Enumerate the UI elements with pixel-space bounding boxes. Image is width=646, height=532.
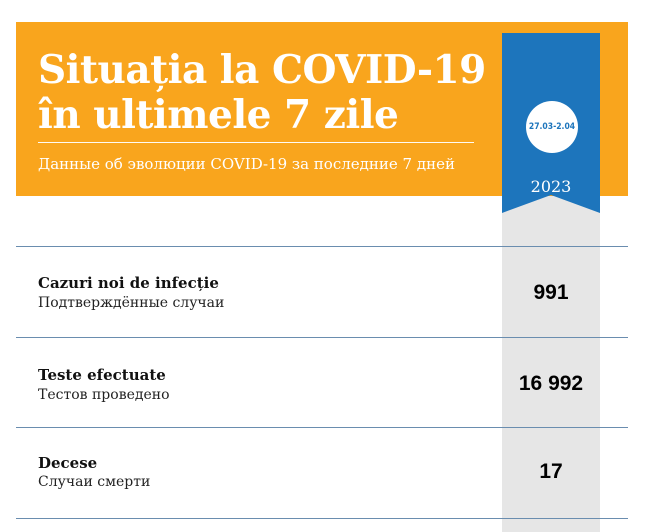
title-line-2: în ultimele 7 zile	[38, 92, 399, 138]
row-divider	[16, 427, 628, 428]
page-title	[38, 48, 486, 138]
row-divider	[16, 246, 628, 247]
row-subtitle: Случаи смерти	[38, 474, 151, 490]
row-title: Teste efectuate	[38, 366, 166, 384]
row-title: Decese	[38, 454, 98, 472]
row-value: 16 992	[518, 372, 584, 395]
banner-divider	[38, 142, 474, 143]
row-value: 991	[533, 281, 569, 304]
title-line-1: Situația la COVID-19	[38, 47, 486, 93]
date-range-badge	[526, 101, 578, 153]
row-subtitle: Подтверждённые случаи	[38, 295, 225, 311]
row-divider	[16, 518, 628, 519]
row-value: 17	[539, 460, 563, 483]
year-label: 2023	[530, 177, 572, 196]
date-range-label: 27.03-2.04	[528, 122, 576, 132]
row-divider	[16, 337, 628, 338]
row-title: Cazuri noi de infecție	[38, 274, 219, 292]
page-subtitle: Данные об эволюции COVID-19 за последние 7 дней	[38, 155, 455, 173]
row-subtitle: Тестов проведено	[38, 387, 170, 403]
